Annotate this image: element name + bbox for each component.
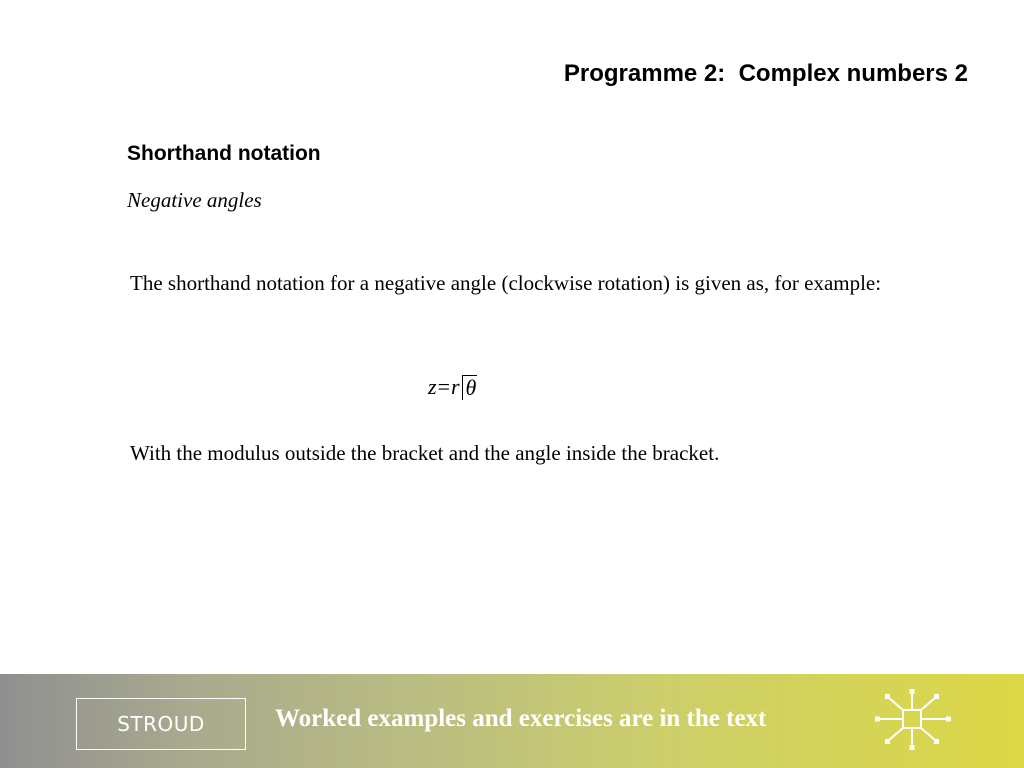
formula-angle: θ <box>465 375 477 400</box>
programme-title: Programme 2: Complex numbers 2 <box>563 60 968 87</box>
logo-text: STROUD <box>117 712 205 736</box>
footer-tagline: Worked examples and exercises are in the text <box>275 705 767 732</box>
network-icon <box>873 688 953 752</box>
subheading: Negative angles <box>127 188 262 212</box>
intro-paragraph: The shorthand notation for a negative angle (clockwise rotation) is given as, for example: <box>130 271 882 295</box>
formula-equals: = <box>437 374 450 399</box>
stroud-logo <box>76 698 246 750</box>
section-heading: Shorthand notation <box>127 142 321 165</box>
closing-paragraph: With the modulus outside the bracket and the angle inside the bracket. <box>130 441 720 465</box>
formula-modulus: r <box>450 374 460 399</box>
formula-angle-bracket <box>462 375 478 400</box>
shorthand-formula <box>428 366 477 400</box>
footer-bar <box>0 674 1024 768</box>
formula-lhs: z <box>428 374 437 399</box>
